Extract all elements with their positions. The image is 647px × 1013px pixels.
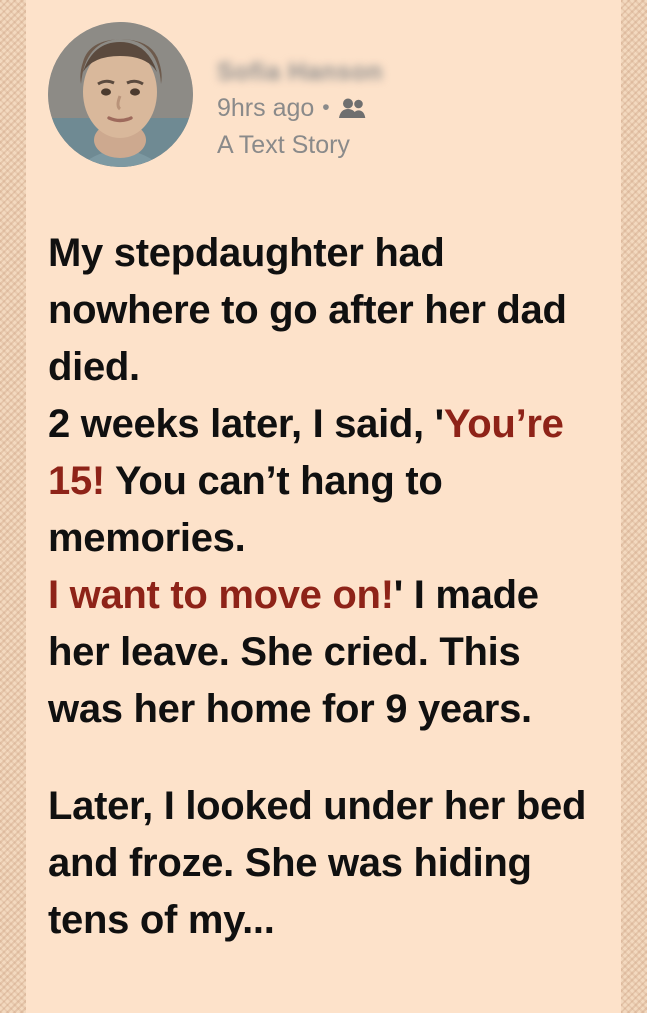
story-paragraph <box>48 396 591 567</box>
story-highlight-text: I want to move on! <box>48 573 394 617</box>
user-avatar-photo <box>48 22 193 167</box>
story-text: ' I made her leave. She cried. This was her home for 9 years. <box>48 573 539 731</box>
post-header-text <box>217 22 383 160</box>
story-paragraph <box>48 567 591 738</box>
post-meta <box>217 93 383 123</box>
story-text: My stepdaughter had nowhere to go after her dad died. <box>48 231 567 389</box>
story-type-label: A Text Story <box>217 131 350 159</box>
post-header <box>26 0 621 167</box>
story-paragraph <box>48 225 591 396</box>
meta-separator: • <box>322 96 330 119</box>
story-text: Later, I looked under her bed and froze. She was hiding tens of my... <box>48 784 587 942</box>
post-card <box>26 0 621 1013</box>
author-name[interactable]: Sofia Hanson <box>217 58 383 86</box>
friends-icon[interactable] <box>338 97 366 119</box>
story-body <box>26 167 621 949</box>
story-text: You can’t hang to memories. <box>48 459 443 560</box>
story-highlight-text: You’re 15! <box>48 402 564 503</box>
left-texture-strip <box>0 0 26 1013</box>
right-texture-strip <box>621 0 647 1013</box>
story-paragraph <box>48 778 591 949</box>
avatar[interactable] <box>48 22 193 167</box>
story-text: 2 weeks later, I said, ' <box>48 402 444 446</box>
post-timestamp: 9hrs ago <box>217 94 315 122</box>
